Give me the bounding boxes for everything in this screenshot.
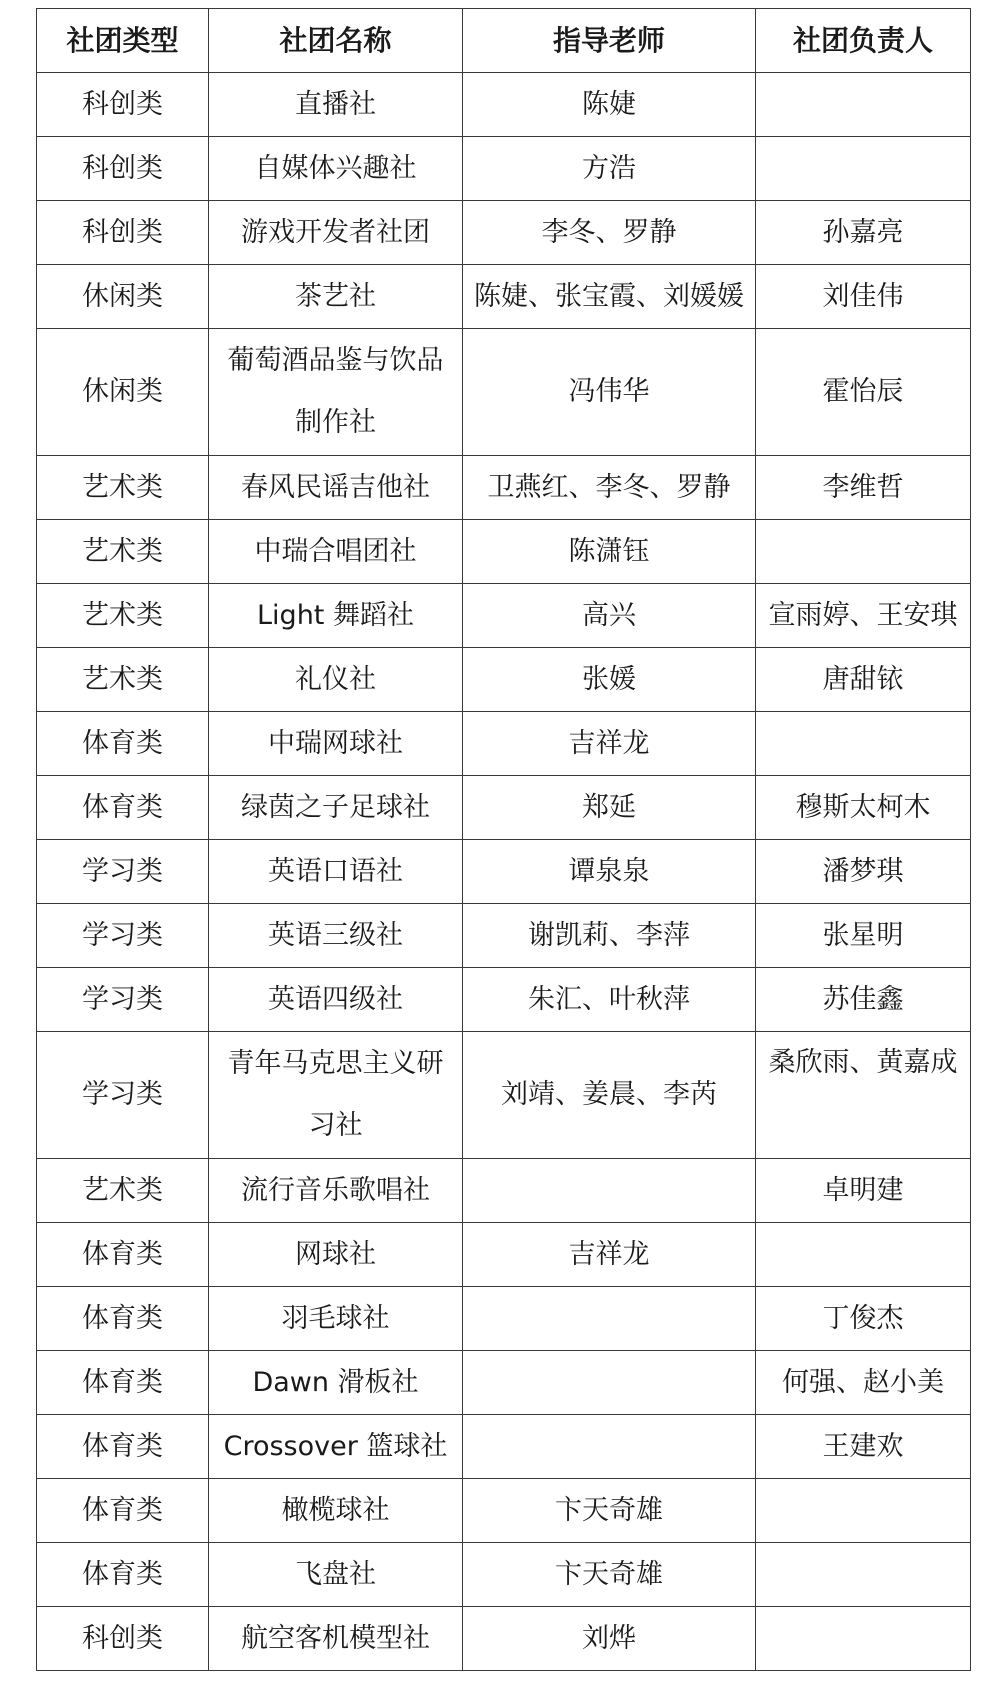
table-row — [37, 201, 971, 265]
advisor-cell: 郑延 — [463, 776, 756, 840]
advisor-cell: 吉祥龙 — [463, 712, 756, 776]
table-body — [37, 73, 971, 1671]
club-leader-cell — [756, 73, 971, 137]
table-row — [37, 329, 971, 456]
club-name-cell: 游戏开发者社团 — [209, 201, 463, 265]
advisor-cell: 谢凯莉、李萍 — [463, 904, 756, 968]
advisor-cell: 冯伟华 — [463, 329, 756, 456]
club-name-cell: Light 舞蹈社 — [209, 584, 463, 648]
club-type-cell: 艺术类 — [37, 520, 209, 584]
club-leader-cell: 卓明建 — [756, 1159, 971, 1223]
header-row — [37, 9, 971, 73]
advisor-cell: 陈婕 — [463, 73, 756, 137]
table-row — [37, 1479, 971, 1543]
club-name-cell: 英语口语社 — [209, 840, 463, 904]
club-type-cell: 学习类 — [37, 968, 209, 1032]
club-table — [36, 8, 971, 1671]
club-leader-cell: 穆斯太柯木 — [756, 776, 971, 840]
club-name-cell: 中瑞合唱团社 — [209, 520, 463, 584]
club-leader-cell — [756, 1479, 971, 1543]
club-name-cell: 羽毛球社 — [209, 1287, 463, 1351]
club-name-cell: 葡萄酒品鉴与饮品制作社 — [209, 329, 463, 456]
club-name-cell: 绿茵之子足球社 — [209, 776, 463, 840]
club-type-cell: 科创类 — [37, 137, 209, 201]
table-row — [37, 1159, 971, 1223]
advisor-cell: 高兴 — [463, 584, 756, 648]
advisor-cell: 卞天奇雄 — [463, 1479, 756, 1543]
club-name-cell: 英语三级社 — [209, 904, 463, 968]
club-leader-cell: 王建欢 — [756, 1415, 971, 1479]
club-name-cell: Crossover 篮球社 — [209, 1415, 463, 1479]
club-type-cell: 学习类 — [37, 840, 209, 904]
club-leader-cell: 苏佳鑫 — [756, 968, 971, 1032]
advisor-cell: 吉祥龙 — [463, 1223, 756, 1287]
table-row — [37, 776, 971, 840]
club-leader-cell: 唐甜铱 — [756, 648, 971, 712]
header-advisor: 指导老师 — [463, 9, 756, 73]
club-leader-cell — [756, 520, 971, 584]
advisor-cell: 刘烨 — [463, 1607, 756, 1671]
club-name-cell: 中瑞网球社 — [209, 712, 463, 776]
club-name-cell: 直播社 — [209, 73, 463, 137]
club-name-cell: Dawn 滑板社 — [209, 1351, 463, 1415]
table-row — [37, 73, 971, 137]
advisor-cell: 方浩 — [463, 137, 756, 201]
club-leader-cell — [756, 1543, 971, 1607]
header-club-type: 社团类型 — [37, 9, 209, 73]
club-name-cell: 网球社 — [209, 1223, 463, 1287]
club-leader-cell: 潘梦琪 — [756, 840, 971, 904]
advisor-cell — [463, 1159, 756, 1223]
advisor-cell: 卞天奇雄 — [463, 1543, 756, 1607]
table-row — [37, 840, 971, 904]
table-row — [37, 520, 971, 584]
club-type-cell: 体育类 — [37, 1479, 209, 1543]
club-leader-cell: 何强、赵小美 — [756, 1351, 971, 1415]
advisor-cell: 谭泉泉 — [463, 840, 756, 904]
club-name-cell: 橄榄球社 — [209, 1479, 463, 1543]
table-row — [37, 456, 971, 520]
table-row — [37, 1415, 971, 1479]
club-type-cell: 体育类 — [37, 1223, 209, 1287]
table-row — [37, 137, 971, 201]
club-type-cell: 艺术类 — [37, 648, 209, 712]
header-club-leader: 社团负责人 — [756, 9, 971, 73]
club-table-container — [36, 8, 970, 1671]
club-type-cell: 艺术类 — [37, 1159, 209, 1223]
club-type-cell: 科创类 — [37, 1607, 209, 1671]
advisor-cell: 朱汇、叶秋萍 — [463, 968, 756, 1032]
table-row — [37, 1223, 971, 1287]
club-name-cell: 飞盘社 — [209, 1543, 463, 1607]
advisor-cell: 刘靖、姜晨、李芮 — [463, 1032, 756, 1159]
club-name-cell: 英语四级社 — [209, 968, 463, 1032]
advisor-cell: 张媛 — [463, 648, 756, 712]
advisor-cell — [463, 1415, 756, 1479]
table-row — [37, 1351, 971, 1415]
table-row — [37, 712, 971, 776]
club-leader-cell: 李维哲 — [756, 456, 971, 520]
club-leader-cell — [756, 712, 971, 776]
club-name-cell: 航空客机模型社 — [209, 1607, 463, 1671]
club-type-cell: 体育类 — [37, 1415, 209, 1479]
club-type-cell: 体育类 — [37, 1287, 209, 1351]
club-name-cell: 自媒体兴趣社 — [209, 137, 463, 201]
club-leader-cell — [756, 1607, 971, 1671]
club-name-cell: 春风民谣吉他社 — [209, 456, 463, 520]
table-row — [37, 1607, 971, 1671]
club-leader-cell: 张星明 — [756, 904, 971, 968]
club-type-cell: 学习类 — [37, 1032, 209, 1159]
advisor-cell: 陈婕、张宝霞、刘媛媛 — [463, 265, 756, 329]
club-type-cell: 科创类 — [37, 201, 209, 265]
club-leader-cell: 孙嘉亮 — [756, 201, 971, 265]
table-row — [37, 584, 971, 648]
table-row — [37, 968, 971, 1032]
club-leader-cell: 宣雨婷、王安琪 — [756, 584, 971, 648]
advisor-cell: 卫燕红、李冬、罗静 — [463, 456, 756, 520]
club-type-cell: 学习类 — [37, 904, 209, 968]
club-type-cell: 体育类 — [37, 1543, 209, 1607]
club-name-cell: 青年马克思主义研习社 — [209, 1032, 463, 1159]
club-type-cell: 休闲类 — [37, 329, 209, 456]
club-leader-cell: 霍怡辰 — [756, 329, 971, 456]
table-row — [37, 904, 971, 968]
advisor-cell — [463, 1351, 756, 1415]
club-type-cell: 体育类 — [37, 1351, 209, 1415]
club-type-cell: 休闲类 — [37, 265, 209, 329]
table-row — [37, 1287, 971, 1351]
club-type-cell: 艺术类 — [37, 584, 209, 648]
club-type-cell: 科创类 — [37, 73, 209, 137]
club-type-cell: 艺术类 — [37, 456, 209, 520]
table-header — [37, 9, 971, 73]
advisor-cell: 陈潇钰 — [463, 520, 756, 584]
table-row — [37, 1543, 971, 1607]
header-club-name: 社团名称 — [209, 9, 463, 73]
club-leader-cell: 丁俊杰 — [756, 1287, 971, 1351]
club-leader-cell — [756, 1223, 971, 1287]
advisor-cell — [463, 1287, 756, 1351]
table-row — [37, 265, 971, 329]
club-type-cell: 体育类 — [37, 712, 209, 776]
club-name-cell: 礼仪社 — [209, 648, 463, 712]
club-name-cell: 流行音乐歌唱社 — [209, 1159, 463, 1223]
club-name-cell: 茶艺社 — [209, 265, 463, 329]
table-row — [37, 648, 971, 712]
club-leader-cell: 刘佳伟 — [756, 265, 971, 329]
club-leader-cell: 桑欣雨、黄嘉成 — [756, 1032, 971, 1159]
advisor-cell: 李冬、罗静 — [463, 201, 756, 265]
table-row — [37, 1032, 971, 1159]
club-leader-cell — [756, 137, 971, 201]
club-type-cell: 体育类 — [37, 776, 209, 840]
